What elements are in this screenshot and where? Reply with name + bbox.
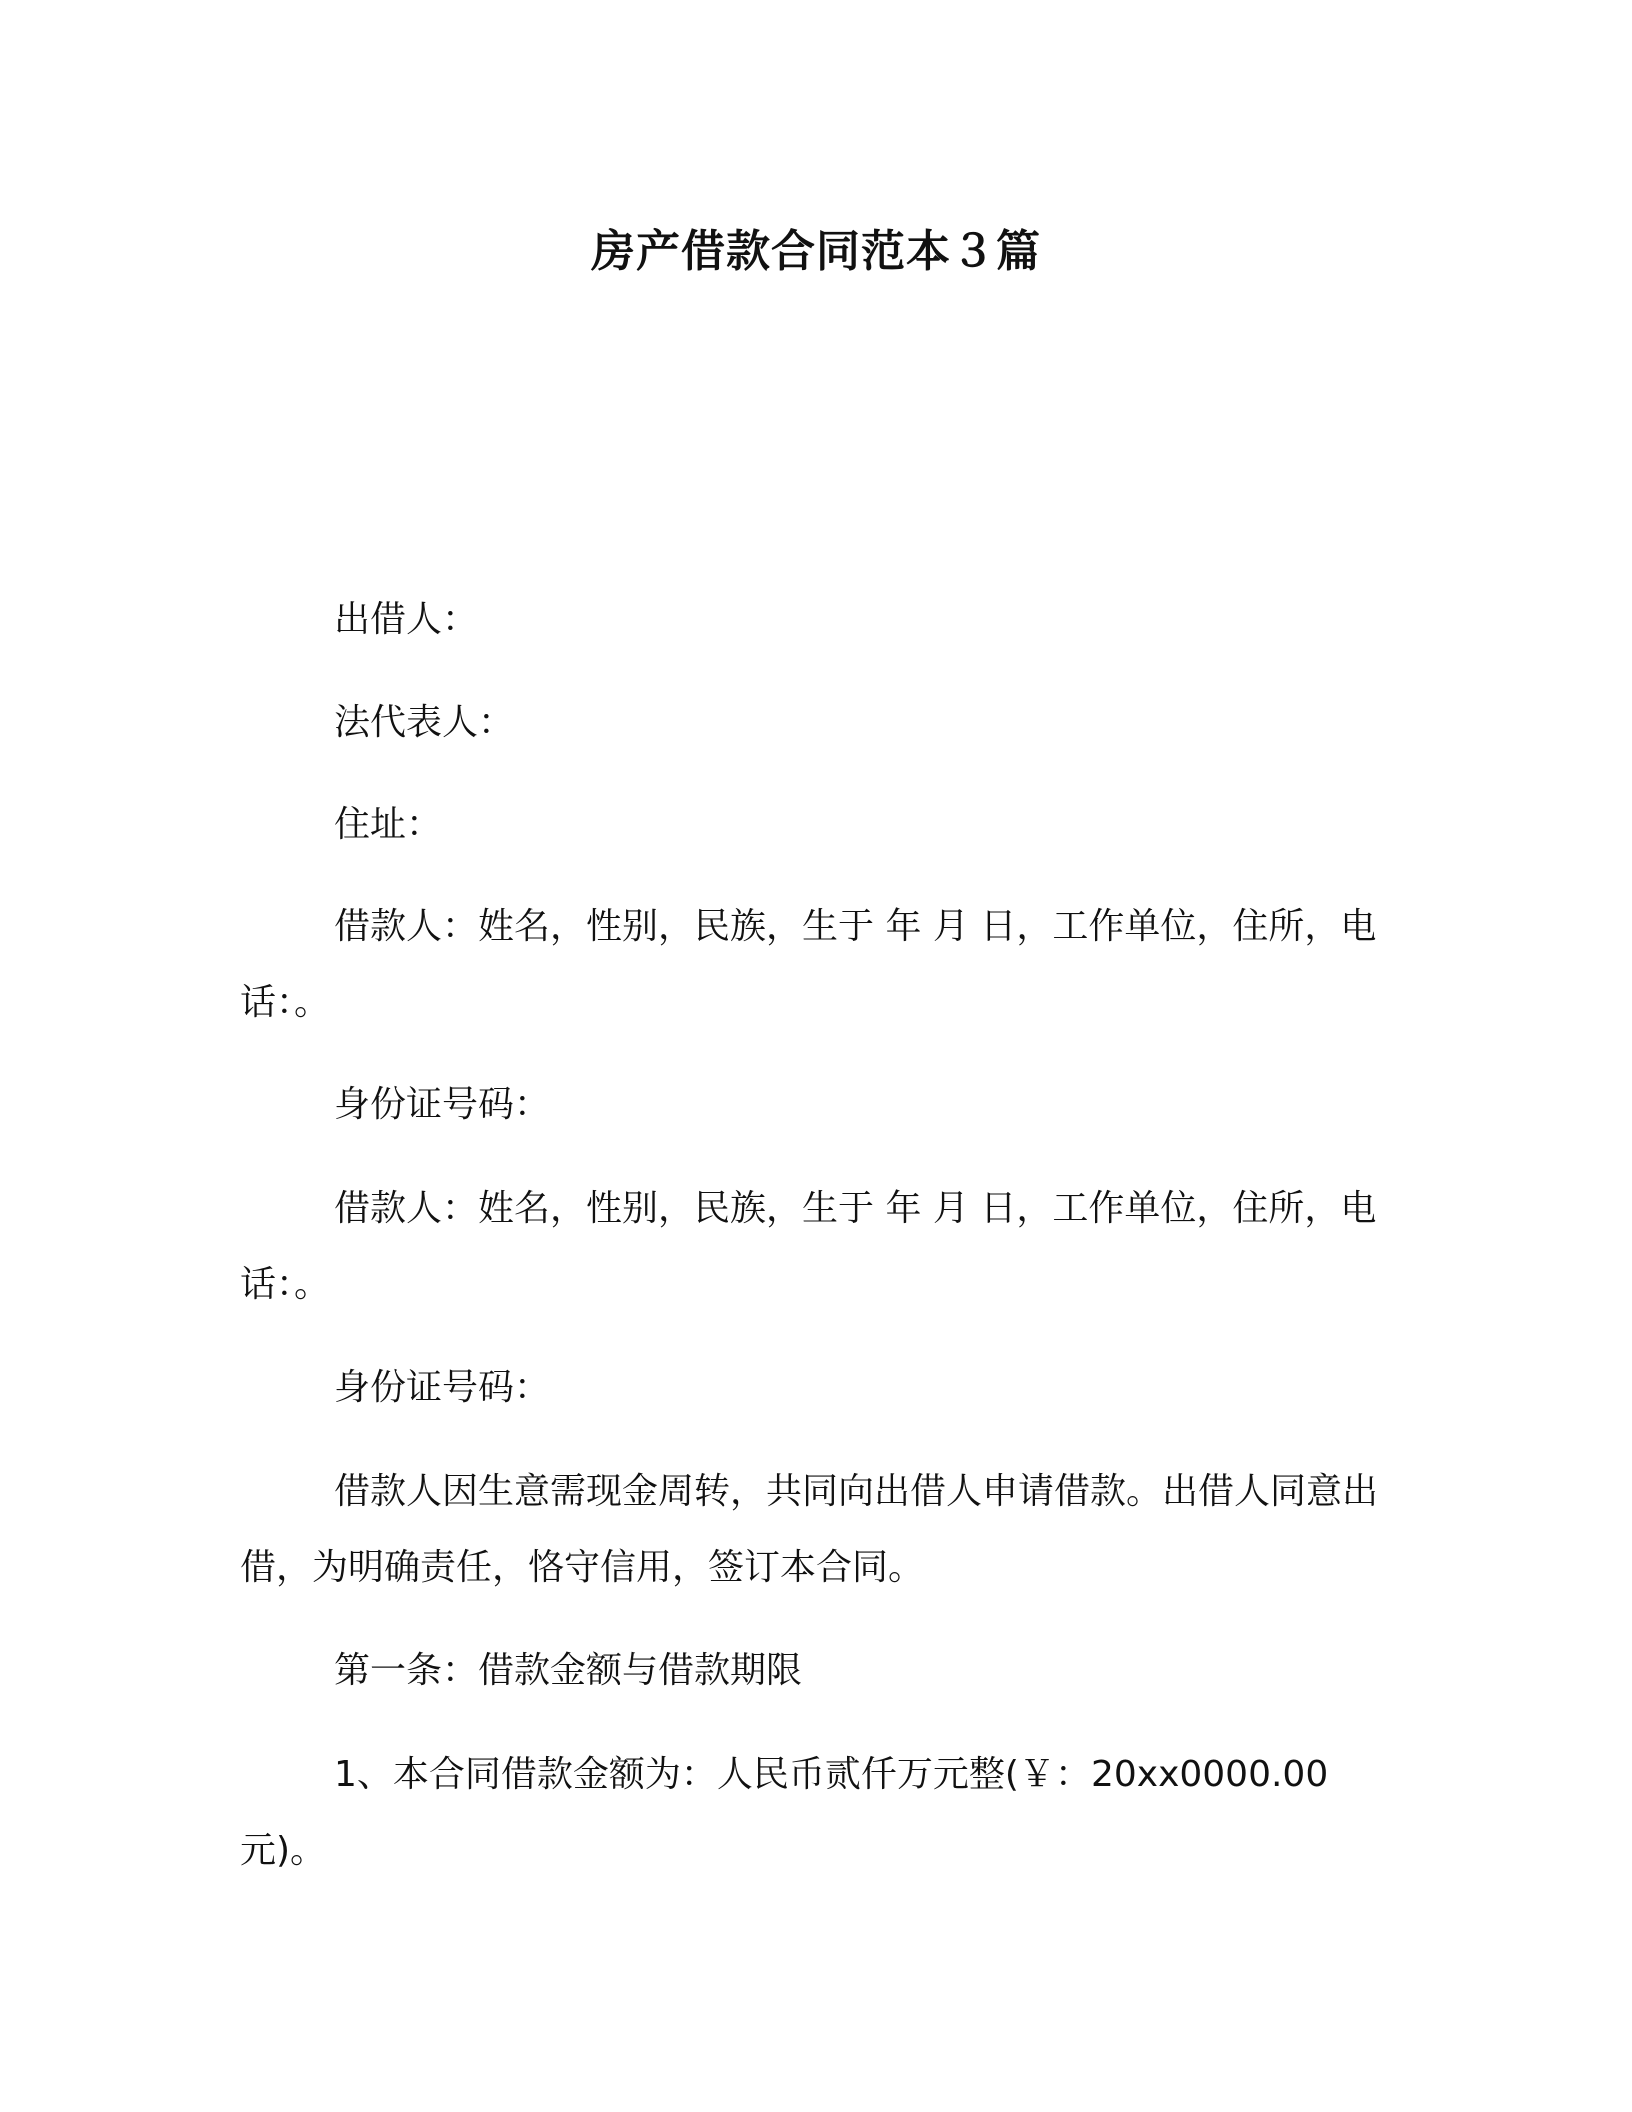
paragraph-loan-amount: 1、本合同借款金额为：人民币贰仟万元整(￥：20xx0000.00元)。 <box>240 1754 1329 1871</box>
paragraph-purpose: 借款人因生意需现金周转，共同向出借人申请借款。出借人同意出借，为明确责任，恪守信用，签订本合同。 <box>240 1471 1379 1588</box>
paragraph-article-one: 第一条：借款金额与借款期限 <box>334 1650 803 1691</box>
paragraph-address: 住址： <box>334 804 443 845</box>
paragraph-borrower-2: 借款人：姓名，性别，民族，生于 年 月 日，工作单位，住所，电话：。 <box>240 1188 1377 1305</box>
paragraph-lender: 出借人： <box>334 599 479 640</box>
paragraph-borrower-1: 借款人：姓名，性别，民族，生于 年 月 日，工作单位，住所，电话：。 <box>240 906 1377 1023</box>
paragraph-id-number-1: 身份证号码： <box>334 1084 551 1125</box>
paragraph-id-number-2: 身份证号码： <box>334 1367 551 1408</box>
document-title: 房产借款合同范本３篇 <box>591 226 1041 277</box>
paragraph-legal-representative: 法代表人： <box>334 702 515 743</box>
